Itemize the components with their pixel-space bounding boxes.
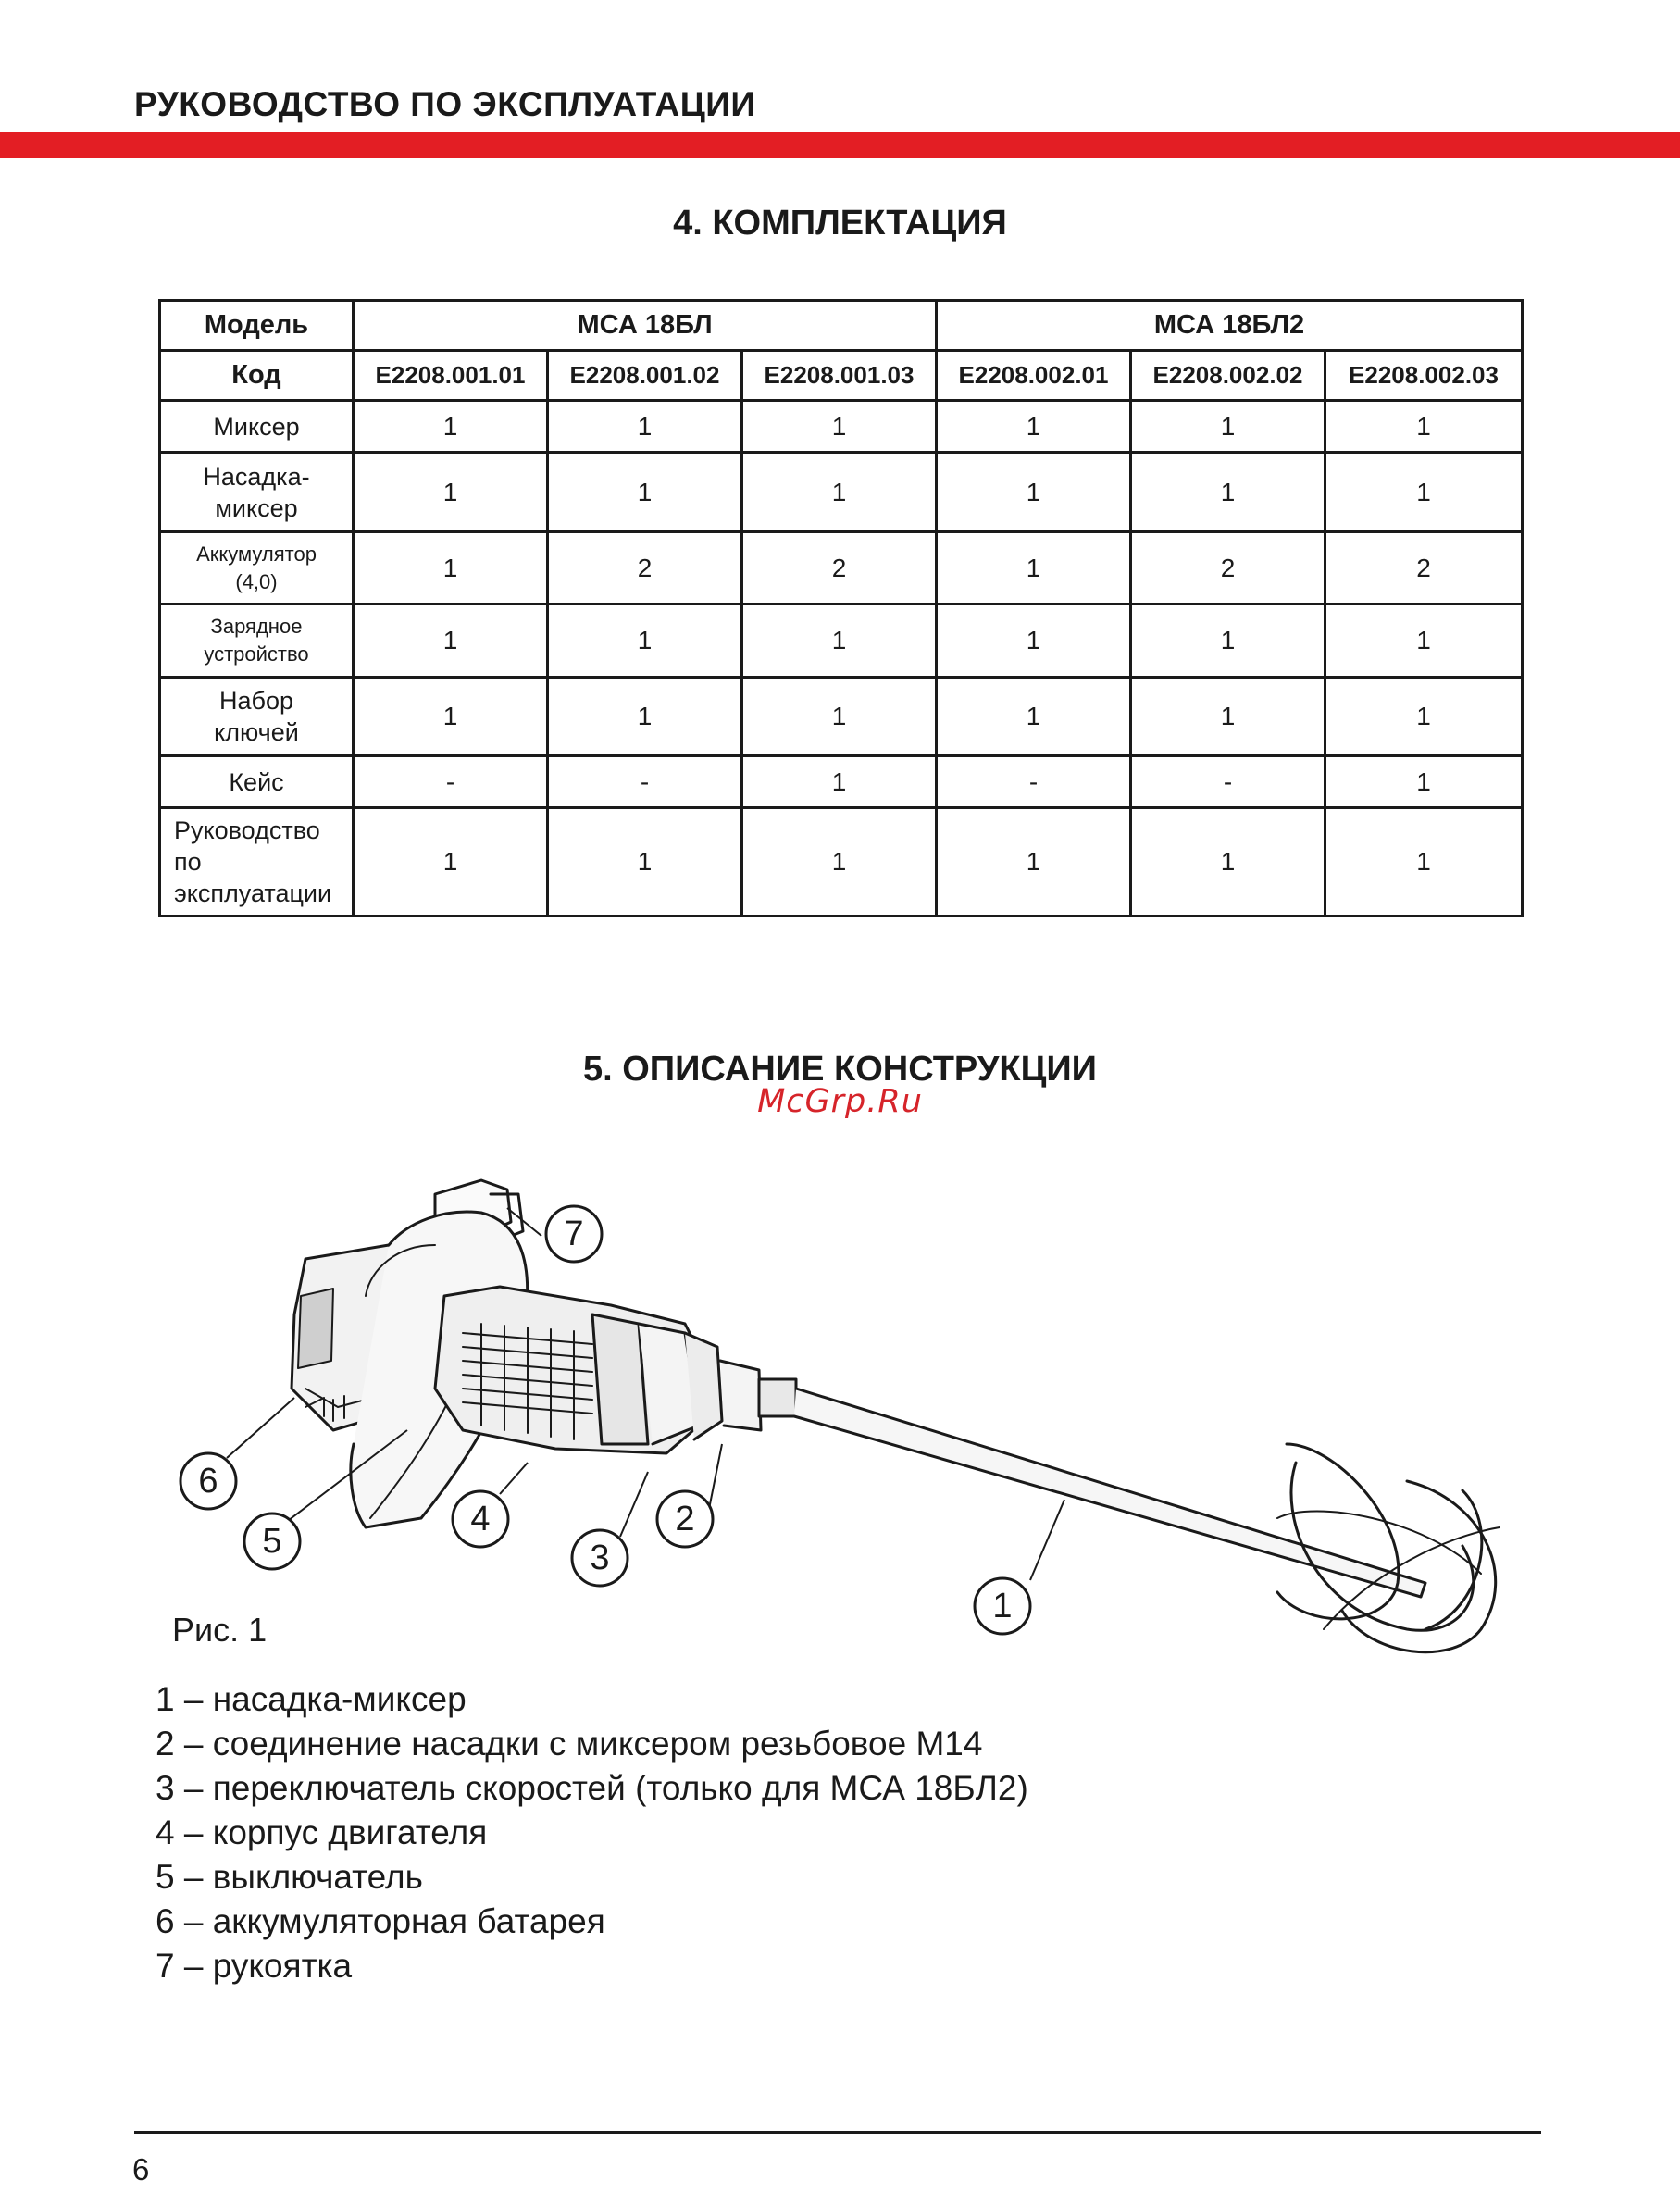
footer-rule bbox=[134, 2131, 1541, 2134]
value-cell: 1 bbox=[354, 678, 548, 756]
model-label: Модель bbox=[160, 301, 354, 351]
callout-label: 2 bbox=[675, 1500, 695, 1539]
value-cell: - bbox=[1131, 756, 1325, 808]
value-cell: - bbox=[548, 756, 742, 808]
row-label-line: Зарядное bbox=[210, 615, 303, 638]
row-label-line: Набор bbox=[218, 687, 293, 715]
value-cell: 1 bbox=[1325, 808, 1523, 916]
callout-label: 4 bbox=[470, 1500, 491, 1539]
row-label-line: Руководство bbox=[174, 816, 320, 844]
row-label bbox=[160, 808, 354, 916]
value-cell: - bbox=[937, 756, 1131, 808]
value-cell: 1 bbox=[742, 604, 937, 678]
callout-label: 3 bbox=[590, 1539, 610, 1577]
code-cell: E2208.001.01 bbox=[354, 351, 548, 401]
row-label bbox=[160, 401, 354, 453]
table-row bbox=[160, 678, 1523, 756]
value-cell: 1 bbox=[354, 532, 548, 604]
value-cell: 1 bbox=[937, 604, 1131, 678]
row-label bbox=[160, 532, 354, 604]
row-label-line: Миксер bbox=[213, 412, 300, 441]
model-name: МСА 18БЛ bbox=[354, 301, 937, 351]
callout-label: 1 bbox=[992, 1587, 1013, 1626]
value-cell: 1 bbox=[548, 604, 742, 678]
legend-item: 7 – рукоятка bbox=[156, 1947, 353, 1985]
parts-legend bbox=[156, 1677, 1028, 1988]
value-cell: 1 bbox=[354, 401, 548, 453]
callout-label: 5 bbox=[262, 1522, 282, 1561]
code-cell: E2208.002.03 bbox=[1325, 351, 1523, 401]
value-cell: 2 bbox=[1325, 532, 1523, 604]
row-label-line: (4,0) bbox=[235, 569, 278, 593]
value-cell: 1 bbox=[1325, 678, 1523, 756]
table-row bbox=[160, 756, 1523, 808]
table-row bbox=[160, 604, 1523, 678]
legend-item: 3 – переключатель скоростей (только для МСА 18БЛ2) bbox=[156, 1769, 1028, 1807]
value-cell: 1 bbox=[1131, 453, 1325, 532]
legend-item: 6 – аккумуляторная батарея bbox=[156, 1902, 605, 1940]
page-header-title: РУКОВОДСТВО ПО ЭКСПЛУАТАЦИИ bbox=[134, 85, 756, 123]
value-cell: 1 bbox=[742, 401, 937, 453]
table-row bbox=[160, 532, 1523, 604]
row-label-line: Насадка- bbox=[203, 462, 310, 491]
row-label-line: Кейс bbox=[229, 767, 284, 796]
row-label-line: миксер bbox=[215, 493, 298, 522]
row-label-line: Аккумулятор bbox=[196, 542, 317, 566]
value-cell: 1 bbox=[1131, 808, 1325, 916]
value-cell: 1 bbox=[742, 808, 937, 916]
model-name: МСА 18БЛ2 bbox=[937, 301, 1523, 351]
value-cell: 2 bbox=[1131, 532, 1325, 604]
value-cell: 1 bbox=[937, 532, 1131, 604]
value-cell: 1 bbox=[937, 678, 1131, 756]
value-cell: 1 bbox=[548, 808, 742, 916]
mixer-shaft-shape bbox=[794, 1389, 1425, 1597]
value-cell: 1 bbox=[1325, 401, 1523, 453]
value-cell: 1 bbox=[937, 453, 1131, 532]
table-row bbox=[160, 808, 1523, 916]
legend-item: 5 – выключатель bbox=[156, 1858, 423, 1896]
value-cell: - bbox=[354, 756, 548, 808]
value-cell: 1 bbox=[548, 678, 742, 756]
row-label-line: эксплуатации bbox=[174, 879, 332, 907]
header-red-bar bbox=[0, 132, 1680, 158]
row-label-line: по bbox=[174, 848, 202, 876]
code-header-row bbox=[160, 351, 1523, 401]
legend-item: 2 – соединение насадки с миксером резьбовое М14 bbox=[156, 1725, 983, 1763]
value-cell: 1 bbox=[354, 604, 548, 678]
legend-item: 1 – насадка-миксер bbox=[156, 1680, 467, 1718]
code-cell: E2208.001.03 bbox=[742, 351, 937, 401]
code-cell: E2208.002.01 bbox=[937, 351, 1131, 401]
value-cell: 1 bbox=[1325, 604, 1523, 678]
value-cell: 1 bbox=[1131, 401, 1325, 453]
value-cell: 1 bbox=[937, 808, 1131, 916]
value-cell: 2 bbox=[742, 532, 937, 604]
value-cell: 2 bbox=[548, 532, 742, 604]
value-cell: 1 bbox=[354, 453, 548, 532]
value-cell: 1 bbox=[742, 756, 937, 808]
value-cell: 1 bbox=[742, 453, 937, 532]
table-row bbox=[160, 401, 1523, 453]
kit-table bbox=[158, 299, 1524, 917]
page-number: 6 bbox=[132, 2152, 150, 2186]
value-cell: 1 bbox=[1325, 756, 1523, 808]
row-label bbox=[160, 604, 354, 678]
table-row bbox=[160, 453, 1523, 532]
callout-label: 7 bbox=[564, 1215, 584, 1253]
figure-caption: Рис. 1 bbox=[172, 1611, 268, 1649]
value-cell: 1 bbox=[1131, 604, 1325, 678]
value-cell: 1 bbox=[1131, 678, 1325, 756]
value-cell: 1 bbox=[548, 453, 742, 532]
code-cell: E2208.001.02 bbox=[548, 351, 742, 401]
row-label-line: ключей bbox=[214, 718, 299, 746]
row-label bbox=[160, 678, 354, 756]
value-cell: 1 bbox=[548, 401, 742, 453]
value-cell: 1 bbox=[937, 401, 1131, 453]
mixer-diagram bbox=[0, 1148, 1680, 1666]
section-5-title: 5. ОПИСАНИЕ КОНСТРУКЦИИ bbox=[583, 1050, 1097, 1089]
value-cell: 1 bbox=[1325, 453, 1523, 532]
value-cell: 1 bbox=[742, 678, 937, 756]
row-label bbox=[160, 453, 354, 532]
section-4-title: 4. КОМПЛЕКТАЦИЯ bbox=[673, 204, 1007, 243]
legend-item: 4 – корпус двигателя bbox=[156, 1813, 488, 1851]
code-label: Код bbox=[160, 351, 354, 401]
model-header-row bbox=[160, 301, 1523, 351]
watermark: McGrp.Ru bbox=[757, 1083, 923, 1120]
code-cell: E2208.002.02 bbox=[1131, 351, 1325, 401]
callout-label: 6 bbox=[198, 1462, 218, 1501]
row-label-line: устройство bbox=[204, 642, 309, 666]
value-cell: 1 bbox=[354, 808, 548, 916]
row-label bbox=[160, 756, 354, 808]
